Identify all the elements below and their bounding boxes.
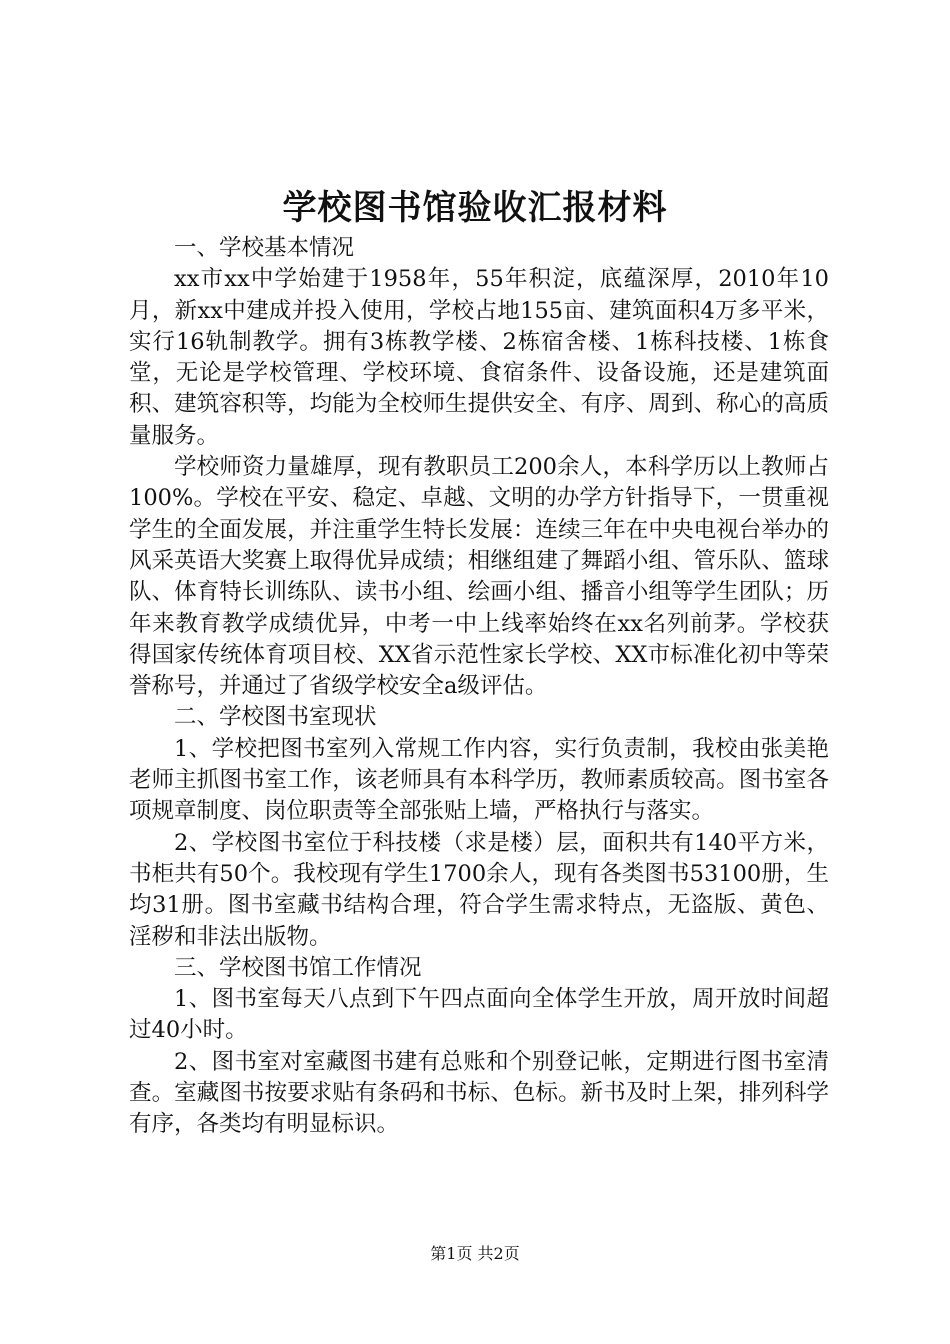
paragraph-inventory-records: 2、图书室对室藏图书建有总账和个别登记帐，定期进行图书室清查。室藏图书按要求贴有条码和书标、色标。新书及时上架，排列科学有序，各类均有明显标识。: [129, 1048, 829, 1138]
paragraph-opening-hours: 1、图书室每天八点到下午四点面向全体学生开放，周开放时间超过40小时。: [129, 986, 829, 1044]
section-heading-library-status: 二、学校图书室现状: [174, 704, 377, 731]
paragraph-library-management: 1、学校把图书室列入常规工作内容，实行负责制，我校由张美艳老师主抓图书室工作，该老师具有本科学历，教师素质较高。图书室各项规章制度、岗位职责等全部张贴上墙，严格执行与落实。: [129, 735, 829, 825]
section-heading-basic-info: 一、学校基本情况: [174, 235, 355, 261]
section-heading-library-work: 三、学校图书馆工作情况: [174, 954, 422, 981]
document-body: [129, 233, 829, 1141]
paragraph-teaching-staff: 学校师资力量雄厚，现有教职员工200余人，本科学历以上教师占100%。学校在平安、稳定、卓越、文明的办学方针指导下，一贯重视学生的全面发展，并注重学生特长发展：连续三年在中央电视台举办的风采英语大奖赛上取得优异成绩；相继组建了舞蹈小组、管乐队、篮球队、体育特长训练队、读书小组、绘画小组、播音小组等学生团队；历年来教育教学成绩优异，中考一中上线率始终在xx名列前茅。学校获得国家传统体育项目校、XX省示范性家长学校、XX市标准化初中等荣誉称号，并通过了省级学校安全a级评估。: [129, 454, 829, 700]
paragraph-library-collection: 2、学校图书室位于科技楼（求是楼）层，面积共有140平方米，书柜共有50个。我校现有学生1700余人，现有各类图书53100册，生均31册。图书室藏书结构合理，符合学生需求特点，无盗版、黄色、淫秽和非法出版物。: [129, 829, 829, 950]
document-title: 学校图书馆验收汇报材料: [282, 188, 668, 228]
page-number-footer: 第1页 共2页: [430, 1244, 520, 1263]
paragraph-school-overview: xx市xx中学始建于1958年，55年积淀，底蕴深厚，2010年10月，新xx中建成并投入使用，学校占地155亩、建筑面积4万多平米，实行16轨制教学。拥有3栋教学楼、2栋宿舍楼、1栋科技楼、1栋食堂，无论是学校管理、学校环境、食宿条件、设备设施，还是建筑面积、建筑容积等，均能为全校师生提供安全、有序、周到、称心的高质量服务。: [129, 266, 829, 449]
